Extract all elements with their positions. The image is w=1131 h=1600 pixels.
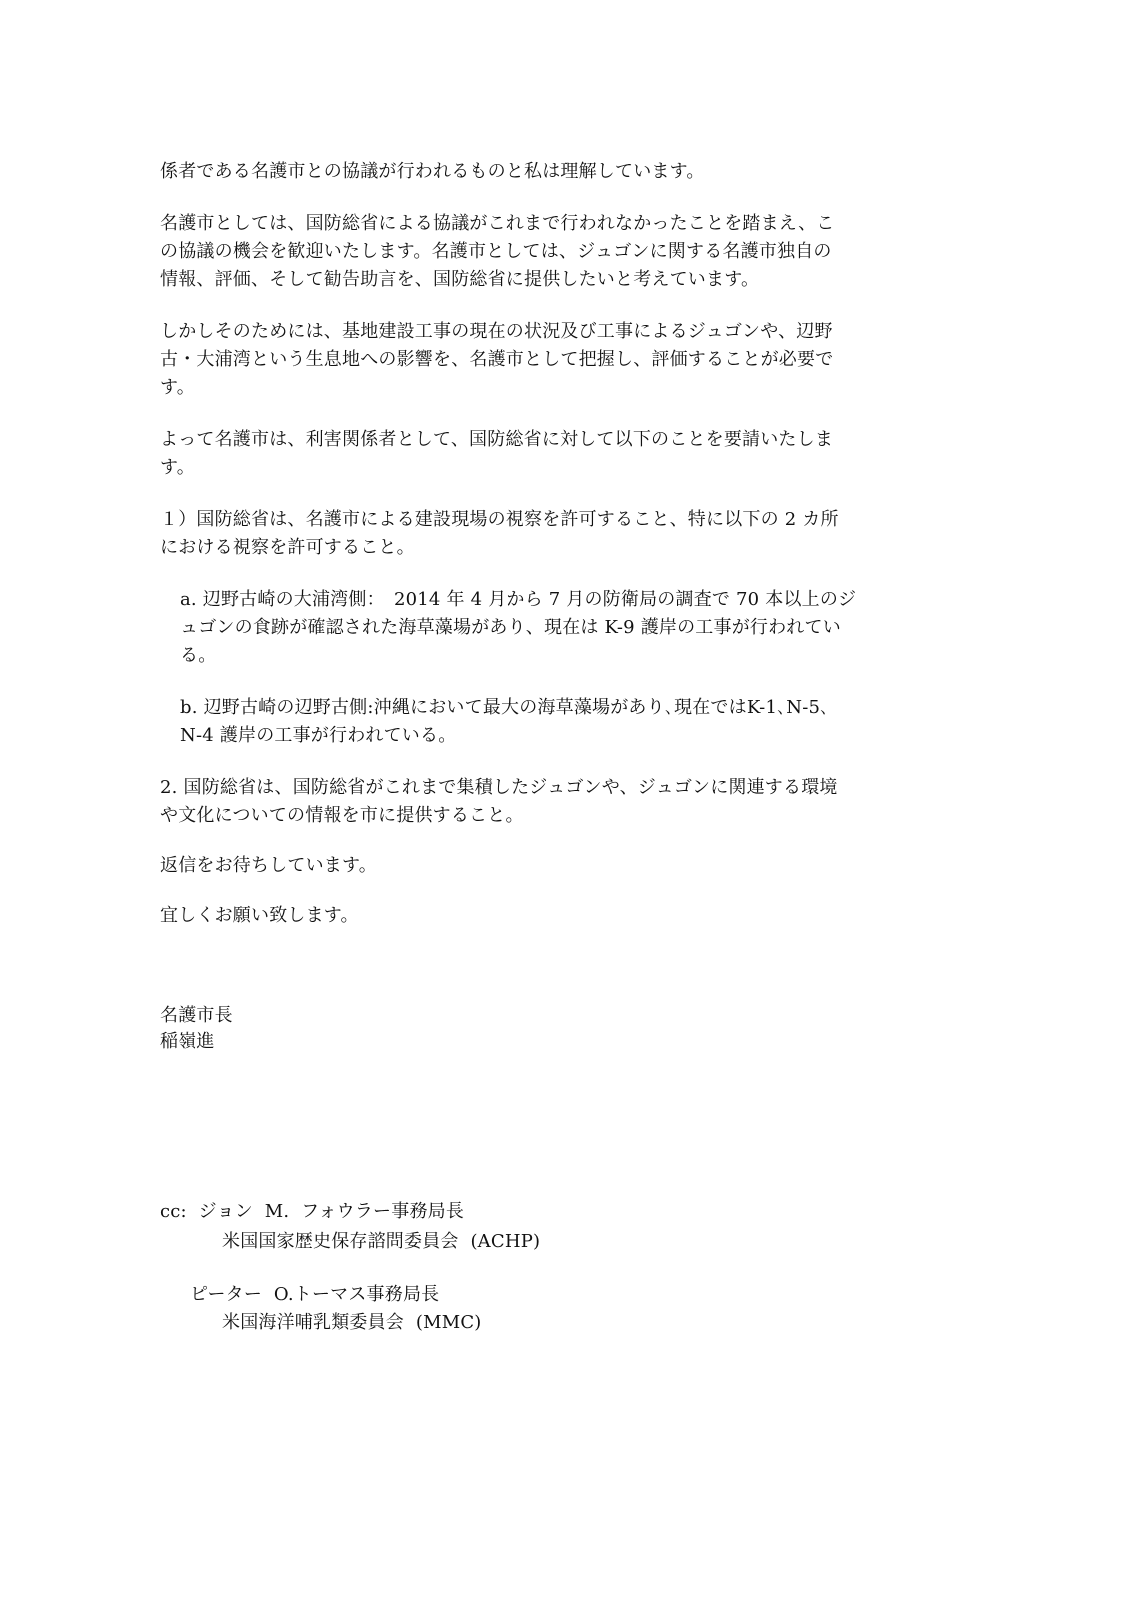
welcome-line-3: 情報、評価、そして勧告助言を、国防総省に提供したいと考えています。 xyxy=(160,269,760,290)
item-a-line-1: a. 辺野古崎の大浦湾側： 2014 年 4 月から 7 月の防衛局の調査で 70 本以上のジ xyxy=(180,589,857,610)
item-b-line-2: N-4 護岸の工事が行われている。 xyxy=(180,725,457,746)
request-intro-line-1: よって名護市は、利害関係者として、国防総省に対して以下のことを要請いたしま xyxy=(160,429,834,450)
request-1-line-1: １）国防総省は、名護市による建設現場の視察を許可すること、特に以下の 2 カ所 xyxy=(160,509,839,530)
assess-line-1: しかしそのためには、基地建設工事の現在の状況及び工事によるジュゴンや、辺野 xyxy=(160,321,833,342)
item-a-line-3: る。 xyxy=(180,645,217,666)
item-b-line-1: b. 辺野古崎の辺野古側:沖縄において最大の海草藻場があり､現在ではK-1､N-5､ xyxy=(180,697,830,718)
request-2-line-2: や文化についての情報を市に提供すること。 xyxy=(160,805,524,826)
cc-line-2: 米国国家歴史保存諮問委員会 (ACHP) xyxy=(222,1231,541,1252)
request-intro-line-2: す。 xyxy=(160,457,195,478)
signature-title: 名護市長 xyxy=(160,1005,233,1026)
request-2-line-1: 2. 国防総省は、国防総省がこれまで集積したジュゴンや、ジュゴンに関連する環境 xyxy=(160,777,838,798)
closing-regards: 宜しくお願い致します。 xyxy=(160,905,359,926)
cc-line-3: ピーター O.トーマス事務局長 xyxy=(190,1284,440,1305)
item-a-line-2: ュゴンの食跡が確認された海草藻場があり、現在は K-9 護岸の工事が行われてい xyxy=(180,617,841,638)
welcome-line-2: の協議の機会を歓迎いたします。名護市としては、ジュゴンに関する名護市独自の xyxy=(160,241,832,262)
assess-line-3: す。 xyxy=(160,377,195,398)
assess-line-2: 古・大浦湾という生息地への影響を、名護市として把握し、評価することが必要で xyxy=(160,349,834,370)
intro-line: 係者である名護市との協議が行われるものと私は理解しています。 xyxy=(160,161,705,182)
cc-line-4: 米国海洋哺乳類委員会 (MMC) xyxy=(222,1312,482,1333)
request-1-line-2: における視察を許可すること。 xyxy=(160,537,415,558)
signature-name: 稲嶺進 xyxy=(160,1031,215,1052)
closing-reply: 返信をお待ちしています。 xyxy=(160,855,377,876)
welcome-line-1: 名護市としては、国防総省による協議がこれまで行われなかったことを踏まえ、こ xyxy=(160,213,835,234)
cc-line-1: cc: ジョン M. フォウラー事務局長 xyxy=(160,1201,465,1222)
